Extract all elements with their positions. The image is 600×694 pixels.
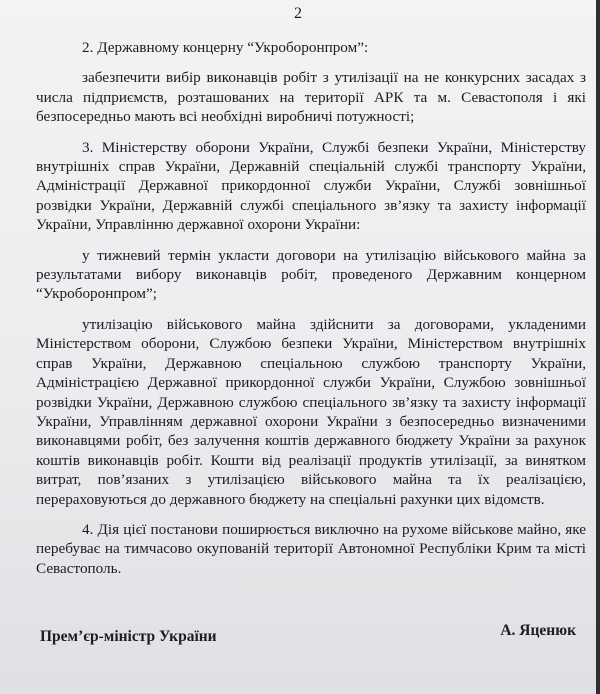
paragraph-3-contracts: у тижневий термін укласти договори на утилізацію військового майна за результатами вибору виконавців робіт, проведеного Державним концерном “Укроборонпром”; bbox=[36, 246, 586, 303]
paragraph-2-text: забезпечити вибір виконавців робіт з утилізації на не конкурсних засадах з числа підприємств, розташованих на території АРК та м. Севастополя і які безпосередньо мають всі необхідні виробничі потужності; bbox=[36, 69, 586, 126]
signatory-title: Прем’єр-міністр України bbox=[40, 628, 217, 645]
document-body bbox=[36, 38, 586, 578]
paragraph-2-heading: 2. Державному концерну “Укроборонпром”: bbox=[82, 39, 369, 56]
signatory-name: А. Яценюк bbox=[500, 622, 576, 639]
paragraph-3-heading: 3. Міністерству оборони України, Службі безпеки України, Міністерству внутрішніх справ України, Державній спеціальній службі транспорту України, Адміністрації Державної прикордонної служби України, Службі зовнішньої розвідки України, Державній службі спеціального зв’язку та захисту інформації України, Управлінню державної охорони України: bbox=[36, 138, 586, 234]
paragraph-3-utilization: утилізацію військового майна здійснити за договорами, укладеними Міністерством оборони, Службою безпеки України, Міністерством внутрішніх справ України, Державною спеціальною службою транспорту України, Адміністрацією Державної прикордонної служби України, Службою зовнішньої розвідки України, Державною службою спеціального зв’язку та захисту інформації України, Управлінням державної охорони України з безпосередньо визначеними виконавцями робіт, без залучення коштів державного бюджету України за рахунок коштів виконавців робіт. Кошти від реалізації продуктів утилізації, за винятком витрат, пов’язаних з утилізацією військового майна та їх реалізацією, перераховуються до державного бюджету на спеціальні рахунки цих відомств. bbox=[36, 315, 586, 508]
page-number: 2 bbox=[294, 5, 302, 22]
paragraph-4: 4. Дія цієї постанови поширюється виключно на рухоме військове майно, яке перебуває на тимчасово окупованій території Автономної Республіки Крим та місті Севастополь. bbox=[36, 520, 586, 577]
